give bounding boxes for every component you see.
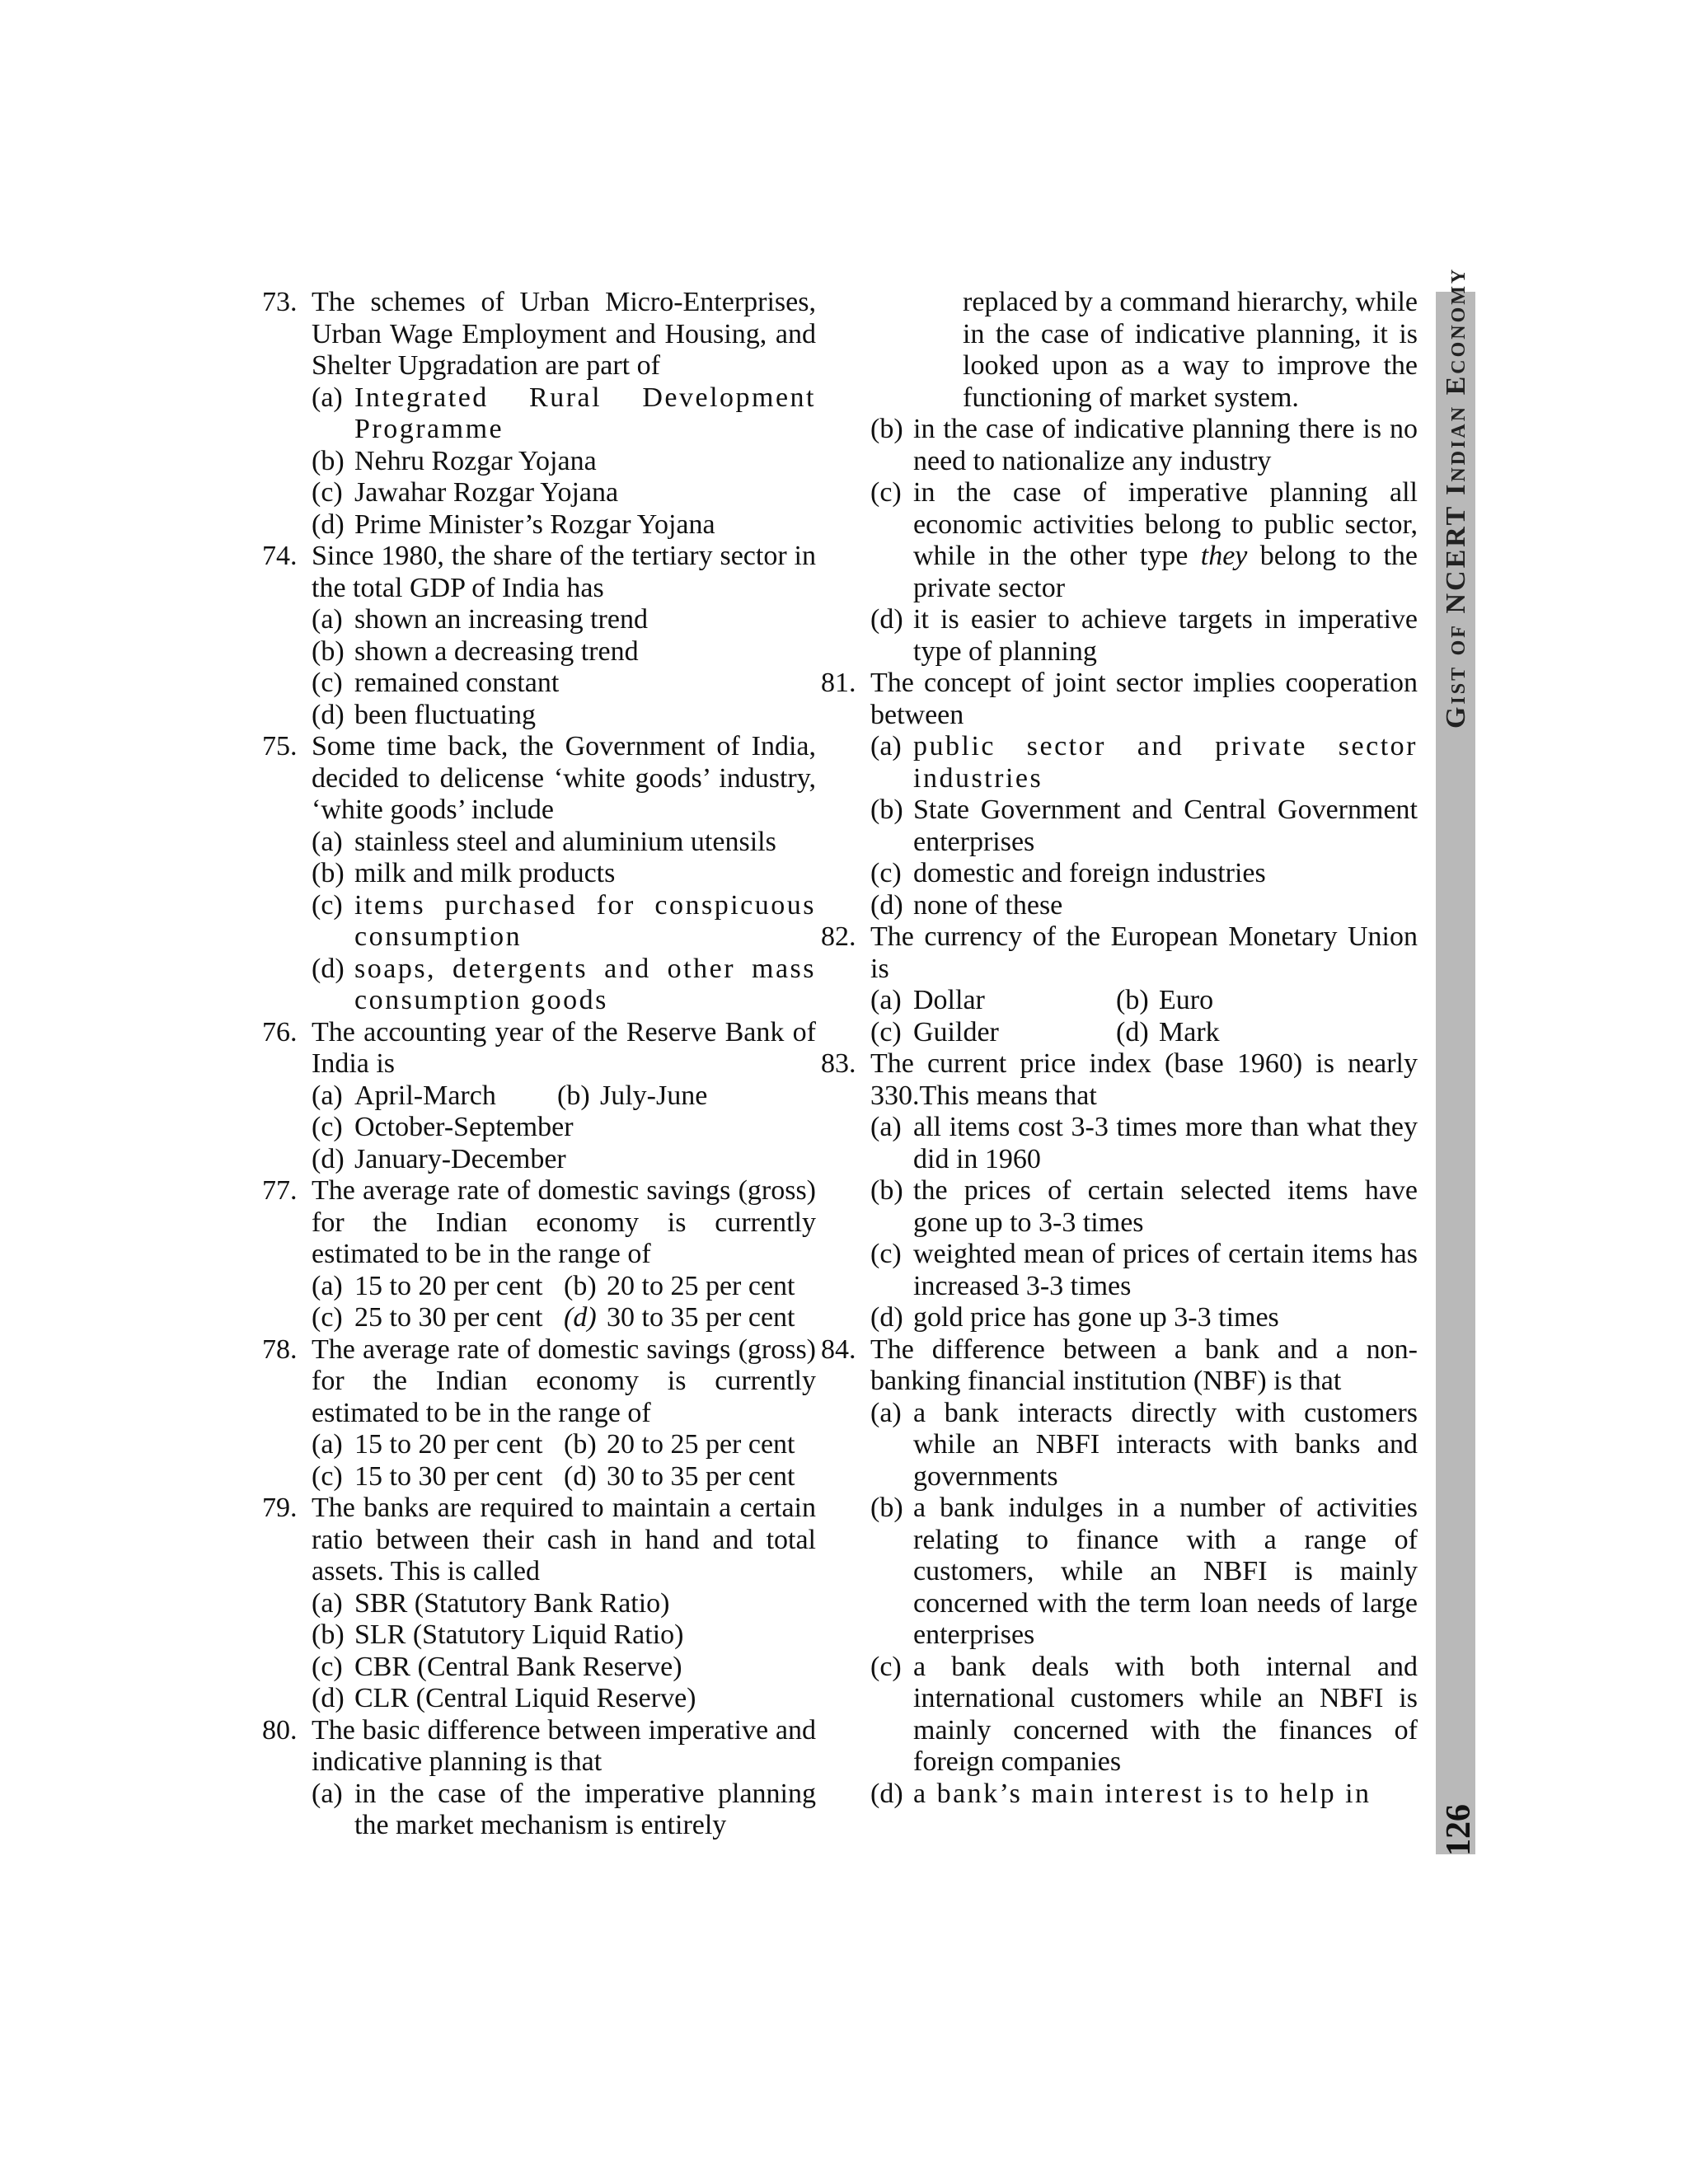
question-number: 82. <box>821 921 856 952</box>
question-number: 83. <box>821 1048 856 1079</box>
question-text: The average rate of domestic savings (gross) for the Indian economy is currently estimated to be in the range of <box>312 1333 816 1428</box>
option-c: (c) 25 to 30 per cent <box>312 1302 543 1333</box>
option-c: (c) October-September <box>312 1112 574 1142</box>
option-b: (b) July-June <box>557 1080 708 1111</box>
option-d: (d) soaps, detergents and other mass consumption goods <box>312 953 816 1015</box>
option-c: (c) items purchased for conspicuous consumption <box>312 889 816 952</box>
option-c: (c) remained constant <box>312 668 560 698</box>
question-text: The currency of the European Monetary Union is <box>870 921 1418 984</box>
question-80 <box>262 1715 816 1779</box>
question-76 <box>262 1017 816 1080</box>
question-text: Some time back, the Government of India, decided to delicense ‘white goods’ industry, ‘white goods’ include <box>312 731 816 825</box>
question-82 <box>821 921 1418 985</box>
option-c: (c) in the case of imperative planning all economic activities belong to public sector, while in the other type they belong to the private sector <box>870 477 1418 603</box>
option-a: (a) stainless steel and aluminium utensils <box>312 826 776 857</box>
question-number: 81. <box>821 668 856 698</box>
option-d: (d) 30 to 35 per cent <box>564 1302 795 1333</box>
option-c: (c) 15 to 30 per cent <box>312 1460 543 1492</box>
option-c: (c) a bank deals with both internal and international customers while an NBFI is mainly concerned with the finances of foreign companies <box>870 1651 1418 1777</box>
option-b: (b) SLR (Statutory Liquid Ratio) <box>312 1619 684 1650</box>
option-row <box>312 1302 816 1334</box>
option-d: (d) 30 to 35 per cent <box>564 1460 795 1492</box>
option-b: (b) Nehru Rozgar Yojana <box>312 445 597 476</box>
option-row <box>312 1080 816 1113</box>
question-75 <box>262 731 816 827</box>
option-b: (b) Euro <box>1116 985 1214 1015</box>
option-row <box>870 1017 1418 1049</box>
option-b: (b) a bank indulges in a number of activities relating to finance with a range of customers, while an NBFI is mainly concerned with the term loan needs of large enterprises <box>870 1493 1418 1650</box>
option-d: (d) CLR (Central Liquid Reserve) <box>312 1683 696 1713</box>
option-d: (d) gold price has gone up 3-3 times <box>870 1302 1279 1333</box>
question-number: 74. <box>262 541 298 571</box>
question-84 <box>821 1334 1418 1398</box>
question-number: 84. <box>821 1333 856 1365</box>
question-73 <box>262 287 816 382</box>
question-number: 80. <box>262 1714 298 1746</box>
question-number: 79. <box>262 1493 298 1523</box>
question-text: The accounting year of the Reserve Bank of India is <box>312 1016 816 1079</box>
option-b: (b) State Government and Central Government enterprises <box>870 794 1418 857</box>
question-text: The difference between a bank and a non-banking financial institution (NBF) is that <box>870 1333 1418 1396</box>
question-81 <box>821 668 1418 731</box>
option-d: (d) it is easier to achieve targets in imperative type of planning <box>870 604 1418 667</box>
option-a: (a) SBR (Statutory Bank Ratio) <box>312 1587 670 1619</box>
option-row <box>312 1429 816 1461</box>
option-a: (a) April-March <box>312 1080 496 1111</box>
question-text: The concept of joint sector implies cooperation between <box>870 668 1418 730</box>
question-text: The current price index (base 1960) is nearly 330.This means that <box>870 1048 1418 1111</box>
question-text: The average rate of domestic savings (gross) for the Indian economy is currently estimated to be in the range of <box>312 1175 816 1269</box>
question-77 <box>262 1175 816 1271</box>
option-a-continued: replaced by a command hierarchy, while in the case of indicative planning, it is looked upon as a way to improve the functioning of market system. <box>963 287 1418 413</box>
right-column <box>821 287 1418 1810</box>
option-d: (d) January-December <box>312 1143 566 1174</box>
option-row <box>870 985 1418 1017</box>
question-text: Since 1980, the share of the tertiary sector in the total GDP of India has <box>312 541 816 603</box>
option-d: (d) none of these <box>870 889 1063 921</box>
option-a: (a) in the case of the imperative planning the market mechanism is entirely <box>312 1778 816 1840</box>
option-a: (a) a bank interacts directly with customers while an NBFI interacts with banks and governments <box>870 1397 1418 1492</box>
option-d: (d) Prime Minister’s Rozgar Yojana <box>312 509 715 540</box>
option-b: (b) shown a decreasing trend <box>312 635 639 667</box>
left-column <box>262 287 816 1842</box>
option-d: (d) a bank’s main interest is to help in <box>870 1778 1372 1809</box>
option-c: (c) domestic and foreign industries <box>870 858 1266 888</box>
question-number: 77. <box>262 1175 298 1206</box>
question-74 <box>262 541 816 604</box>
option-c: (c) Jawahar Rozgar Yojana <box>312 477 619 508</box>
option-a: (a) 15 to 20 per cent <box>312 1429 543 1460</box>
option-a: (a) 15 to 20 per cent <box>312 1270 543 1301</box>
option-b: (b) in the case of indicative planning there is no need to nationalize any industry <box>870 414 1418 476</box>
option-a: (a) shown an increasing trend <box>312 604 648 635</box>
question-79 <box>262 1493 816 1588</box>
option-row <box>312 1461 816 1493</box>
option-b: (b) milk and milk products <box>312 858 616 888</box>
question-78 <box>262 1334 816 1430</box>
option-a: (a) public sector and private sector industries <box>870 731 1418 794</box>
option-c: (c) CBR (Central Bank Reserve) <box>312 1651 682 1682</box>
question-text: The basic difference between imperative and indicative planning is that <box>312 1714 816 1777</box>
option-row <box>312 1271 816 1303</box>
option-b: (b) 20 to 25 per cent <box>564 1429 795 1460</box>
question-text: The banks are required to maintain a certain ratio between their cash in hand and total assets. This is called <box>312 1493 816 1586</box>
option-a: (a) all items cost 3-3 times more than what they did in 1960 <box>870 1112 1418 1174</box>
question-number: 75. <box>262 731 298 762</box>
option-b: (b) 20 to 25 per cent <box>564 1270 795 1301</box>
question-text: The schemes of Urban Micro-Enterprises, Urban Wage Employment and Housing, and Shelter Upgradation are part of <box>312 287 816 381</box>
option-d: (d) Mark <box>1116 1016 1220 1047</box>
page-number: 126 <box>1440 1804 1478 1856</box>
question-number: 73. <box>262 287 298 317</box>
option-d: (d) been fluctuating <box>312 699 536 730</box>
option-b: (b) the prices of certain selected items have gone up to 3-3 times <box>870 1175 1418 1238</box>
book-title: Gist of NCERT Indian Economy <box>1441 266 1471 729</box>
question-number: 76. <box>262 1016 298 1047</box>
option-a: (a) Dollar <box>870 985 985 1015</box>
question-83 <box>821 1048 1418 1112</box>
option-c: (c) Guilder <box>870 1016 999 1047</box>
option-c: (c) weighted mean of prices of certain items has increased 3-3 times <box>870 1239 1418 1301</box>
question-number: 78. <box>262 1333 298 1365</box>
option-a: (a) Integrated Rural Development Programme <box>312 382 816 444</box>
